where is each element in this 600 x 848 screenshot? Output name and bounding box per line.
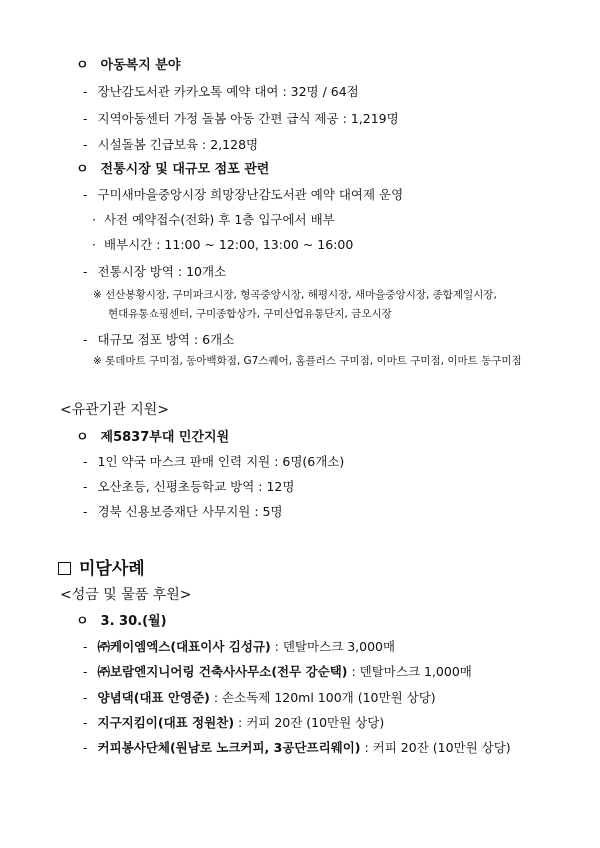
circle-bullet: ㅇ <box>76 614 89 629</box>
section-heading-child-welfare: ㅇ 아동복지 분야 <box>76 54 180 73</box>
circle-bullet: ㅇ <box>76 58 89 73</box>
section-title-agency: <유관기관 지원> <box>60 402 170 418</box>
donation-item: - 양념댁(대표 안영준) : 손소독제 120ml 100개 (10만원 상당) <box>83 690 436 705</box>
list-item: - 대규모 점포 방역 : 6개소 <box>83 332 235 347</box>
circle-bullet: ㅇ <box>76 430 89 445</box>
note-line: ※ 선산봉황시장, 구미파크시장, 형곡중앙시장, 해평시장, 새마을중앙시장, 종합제일시장, <box>93 289 497 301</box>
section-heading-market: ㅇ 전통시장 및 대규모 점포 관련 <box>76 158 269 177</box>
sub-item: · 사전 예약접수(전화) 후 1층 입구에서 배부 <box>92 212 335 227</box>
list-item: - 시설돌봄 긴급보육 : 2,128명 <box>83 137 259 152</box>
circle-bullet: ㅇ <box>76 162 89 177</box>
list-item: - 전통시장 방역 : 10개소 <box>83 264 227 279</box>
section-heading-unit: ㅇ 제5837부대 민간지원 <box>76 426 229 445</box>
list-item: - 오산초등, 신평초등학교 방역 : 12명 <box>83 479 295 494</box>
list-item: - 장난감도서관 카카오톡 예약 대여 : 32명 / 64점 <box>83 84 359 99</box>
section-title-good-stories: 미담사례 <box>58 554 145 579</box>
list-item: - 구미새마을중앙시장 희망장난감도서관 예약 대여제 운영 <box>83 187 404 202</box>
sub-title-donations: <성금 및 물품 후원> <box>60 587 192 603</box>
list-item: - 경북 신용보증재단 사무지원 : 5명 <box>83 504 283 519</box>
sub-item: · 배부시간 : 11:00 ~ 12:00, 13:00 ~ 16:00 <box>92 237 354 252</box>
date-heading: ㅇ 3. 30.(월) <box>76 610 167 629</box>
square-bullet-icon <box>58 562 71 575</box>
list-item: - 지역아동센터 가정 돌봄 아동 간편 급식 제공 : 1,219명 <box>83 111 399 126</box>
donation-item: - ㈜보람엔지니어링 건축사사무소(전무 강순택) : 덴탈마스크 1,000매 <box>83 664 472 679</box>
donation-item: - ㈜케이엠엑스(대표이사 김성규) : 덴탈마스크 3,000매 <box>83 639 396 654</box>
donation-item: - 지구지킴이(대표 정원찬) : 커피 20잔 (10만원 상당) <box>83 715 385 730</box>
list-item: - 1인 약국 마스크 판매 인력 지원 : 6명(6개소) <box>83 454 345 469</box>
note-line: 현대유통쇼핑센터, 구미종합상가, 구미산업유통단지, 금오시장 <box>108 308 392 320</box>
donation-item: - 커피봉사단체(원남로 노크커피, 3공단프리웨이) : 커피 20잔 (10만원 상당) <box>83 740 511 755</box>
note-line: ※ 롯데마트 구미점, 동아백화점, G7스퀘어, 홈플러스 구미점, 이마트 구미점, 이마트 동구미점 <box>93 355 522 367</box>
